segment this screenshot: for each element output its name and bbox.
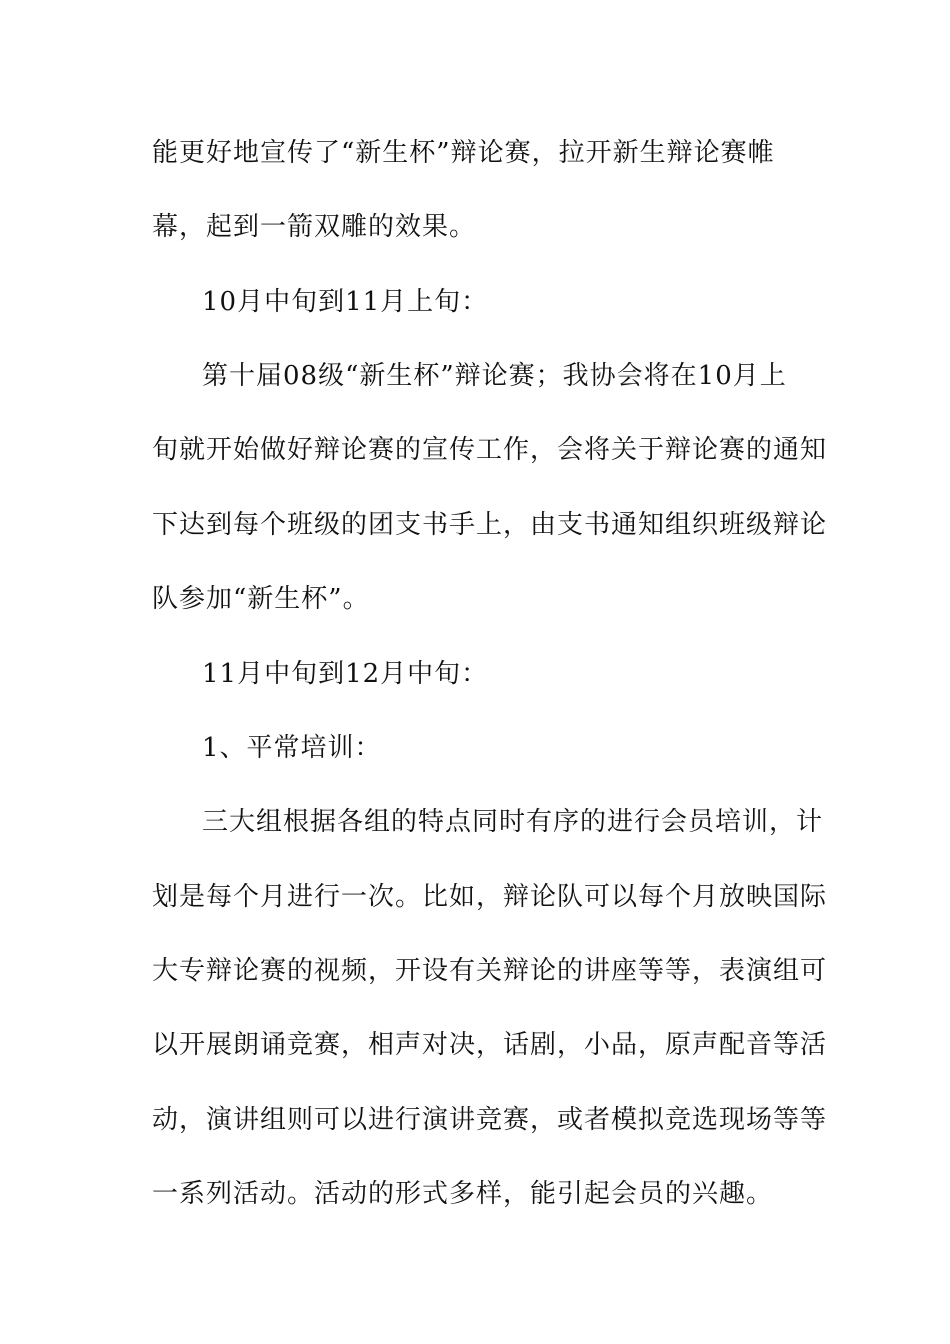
text-line: 动，演讲组则可以进行演讲竞赛，或者模拟竞选现场等等 xyxy=(152,1105,828,1135)
subsection-heading: 1、平常培训： xyxy=(202,733,382,763)
text-line: 一系列活动。活动的形式多样，能引起会员的兴趣。 xyxy=(152,1179,774,1209)
text-line: 能更好地宣传了“新生杯”辩论赛，拉开新生辩论赛帷 xyxy=(152,138,775,168)
text-line: 幕，起到一箭双雕的效果。 xyxy=(152,212,477,242)
text-line: 旬就开始做好辩论赛的宣传工作，会将关于辩论赛的通知 xyxy=(152,435,828,465)
text-line: 第十届08级“新生杯”辩论赛；我协会将在10月上 xyxy=(202,361,787,391)
text-line: 队参加“新生杯”。 xyxy=(152,584,370,614)
section-heading: 10月中旬到11月上旬： xyxy=(202,287,489,317)
text-line: 三大组根据各组的特点同时有序的进行会员培训，计 xyxy=(202,807,824,837)
section-heading: 11月中旬到12月中旬： xyxy=(202,659,489,689)
text-line: 大专辩论赛的视频，开设有关辩论的讲座等等，表演组可 xyxy=(152,956,828,986)
text-line: 以开展朗诵竞赛，相声对决，话剧，小品，原声配音等活 xyxy=(152,1030,828,1060)
text-line: 划是每个月进行一次。比如，辩论队可以每个月放映国际 xyxy=(152,882,828,912)
text-line: 下达到每个班级的团支书手上，由支书通知组织班级辩论 xyxy=(152,510,828,540)
